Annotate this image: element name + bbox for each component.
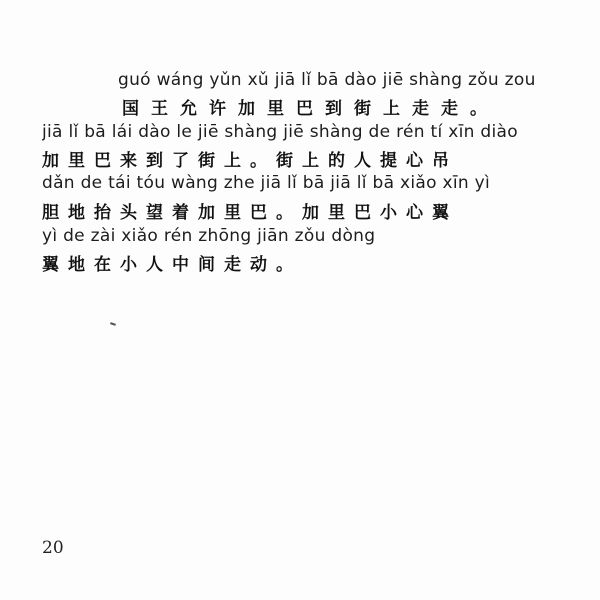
page-number: 20: [42, 538, 64, 558]
ink-speck: [110, 322, 116, 326]
pinyin-line-4: yì de zài xiǎo rén zhōng jiān zǒu dòng: [42, 226, 376, 246]
pinyin-line-2: jiā lǐ bā lái dào le jiē shàng jiē shàng de rén tí xīn diào: [42, 122, 518, 142]
hanzi-line-3: 胆地抬头望着加里巴。加里巴小心翼: [42, 203, 458, 223]
pinyin-line-3: dǎn de tái tóu wàng zhe jiā lǐ bā jiā lǐ bā xiǎo xīn yì: [42, 173, 491, 193]
hanzi-line-2: 加里巴来到了街上。街上的人提心吊: [42, 151, 458, 171]
hanzi-line-4: 翼地在小人中间走动。: [42, 255, 302, 275]
hanzi-line-1: 国王允许加里巴到街上走走。: [122, 99, 499, 119]
pinyin-line-1: guó wáng yǔn xǔ jiā lǐ bā dào jiē shàng zǒu zou: [118, 70, 536, 90]
